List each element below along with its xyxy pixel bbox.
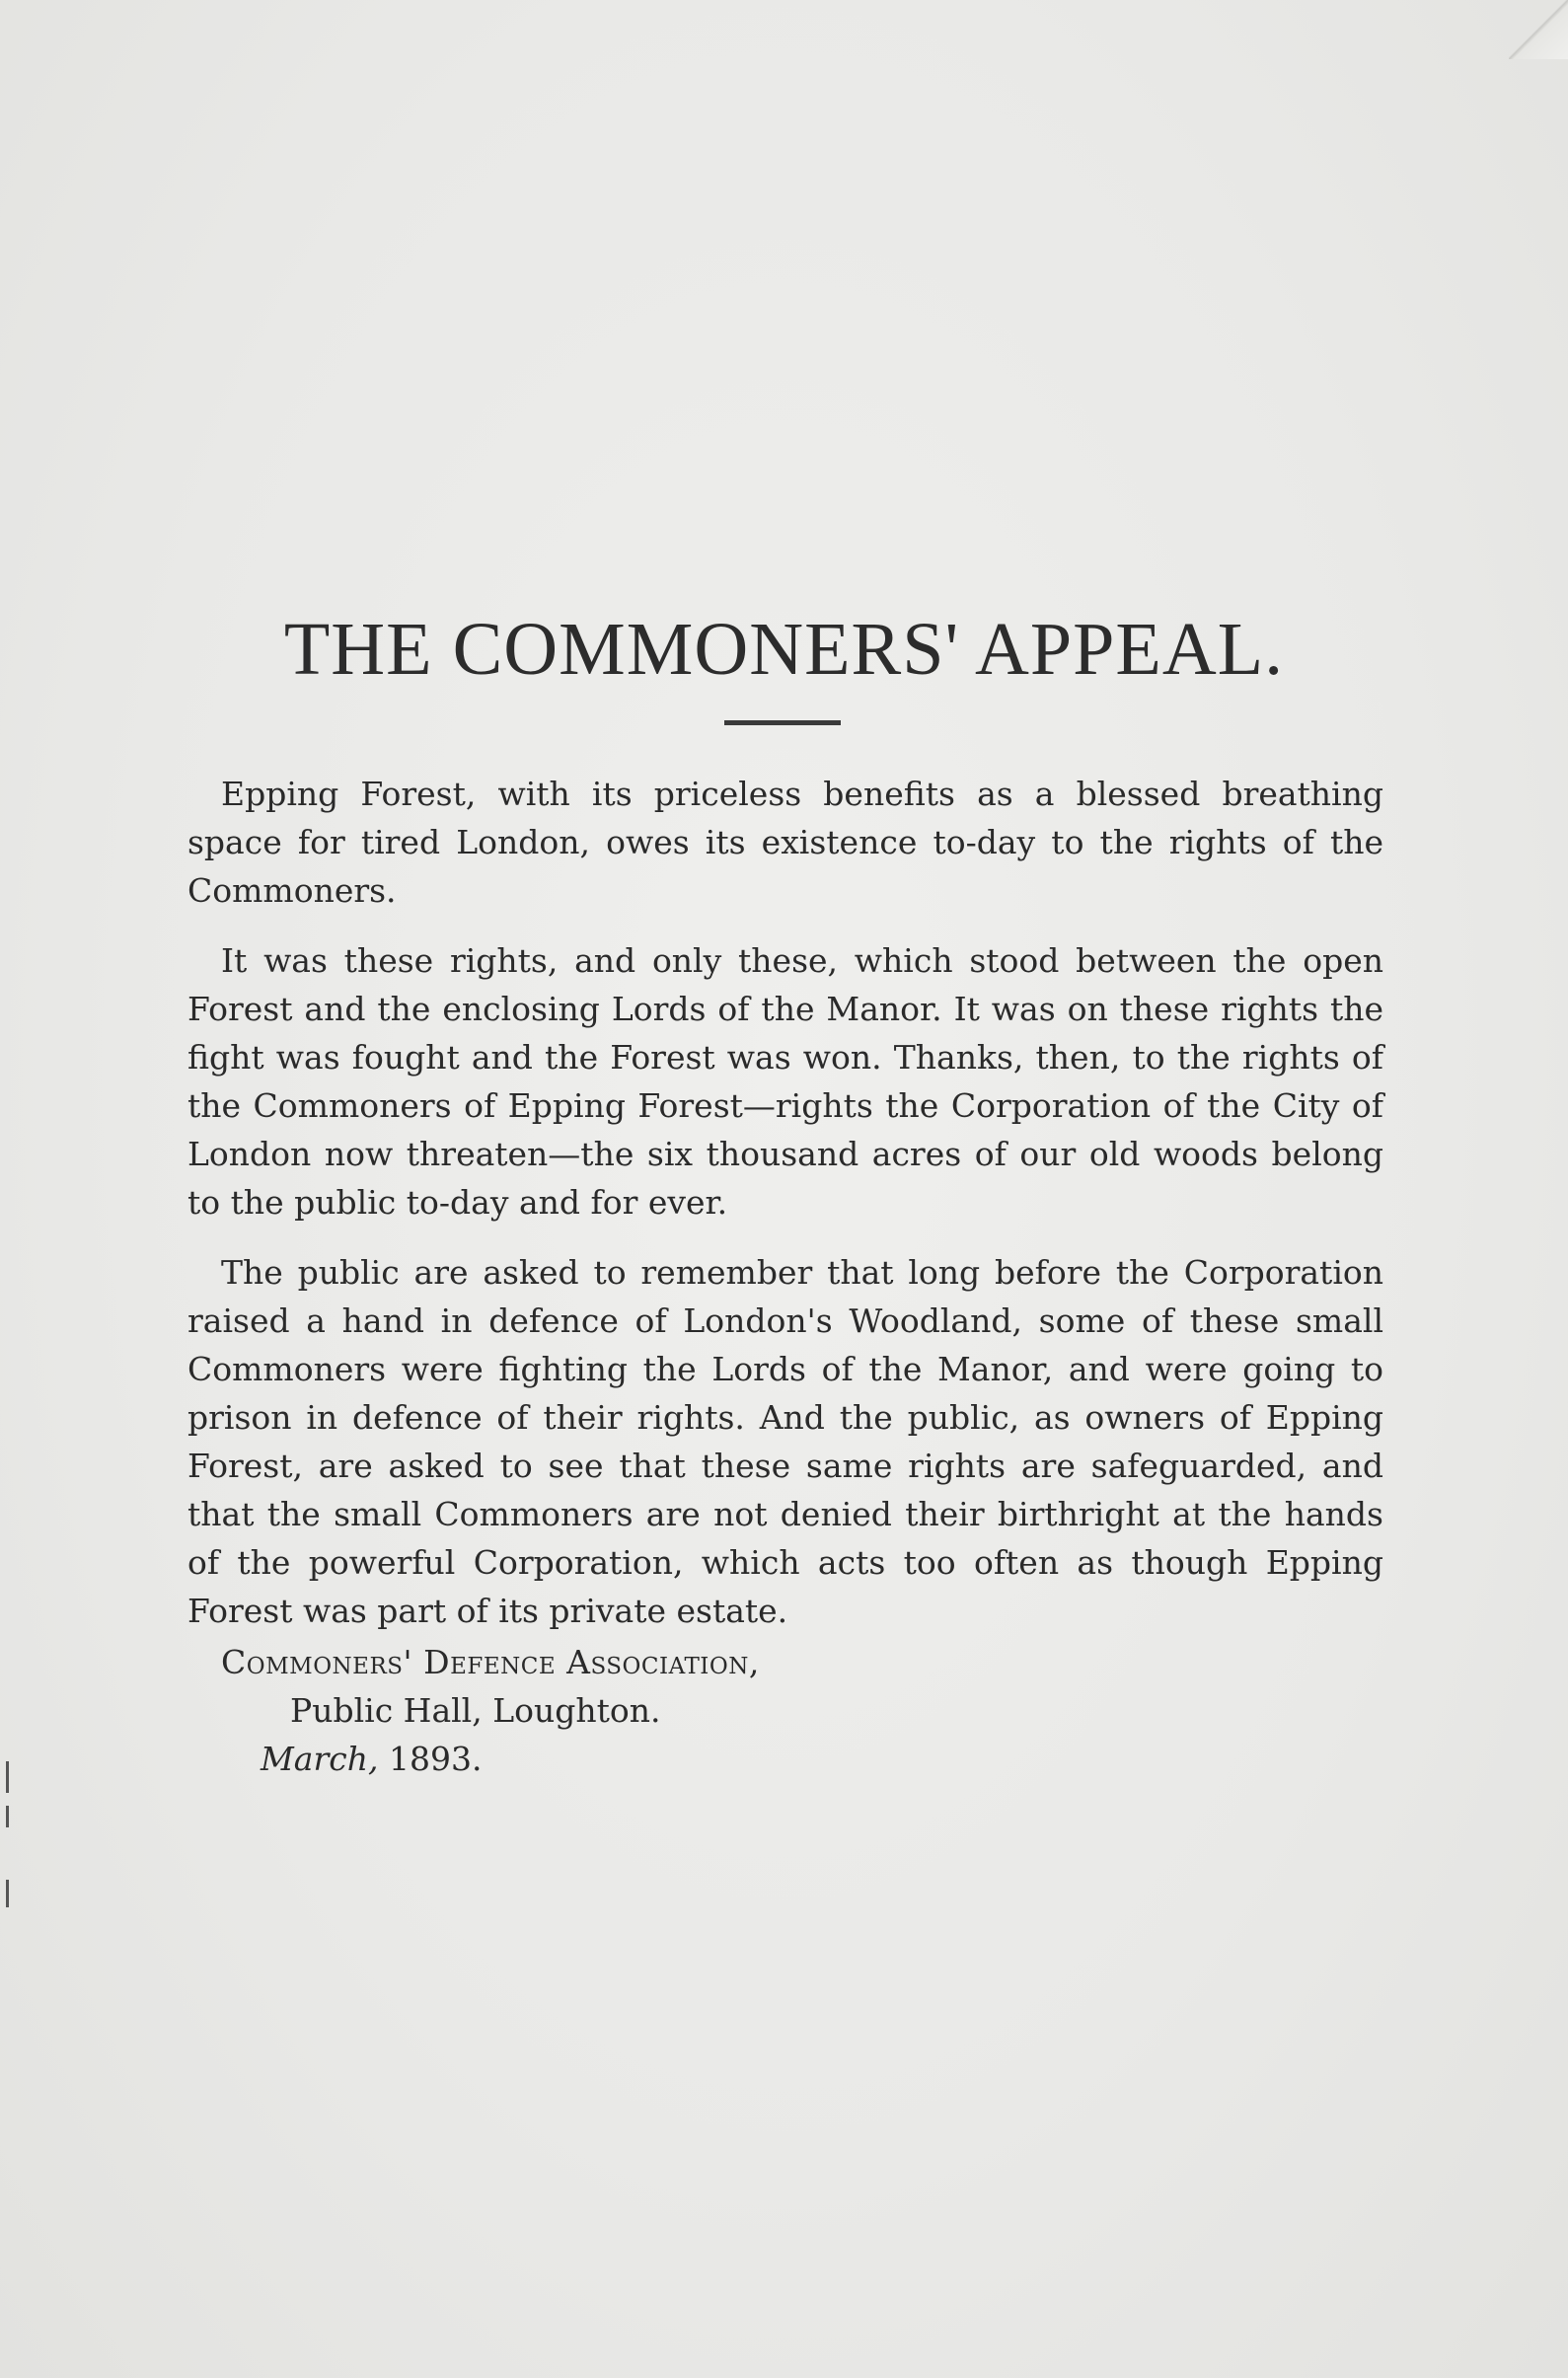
signature-month: March, <box>261 1740 379 1778</box>
document-body <box>187 770 1383 1657</box>
margin-mark <box>6 1806 9 1827</box>
signature-date <box>221 1735 1109 1783</box>
paragraph: Epping Forest, with its priceless benefits as a blessed breathing space for tired London, owes its existence to-day to the rights of the Commoners. <box>187 775 1383 910</box>
signature-block <box>221 1638 1109 1783</box>
margin-mark <box>6 1761 9 1793</box>
signature-place: Public Hall, Loughton. <box>290 1691 661 1730</box>
paragraph: The public are asked to remember that long before the Corporation raised a hand in defence of London's Woodland, some of these small Commoners were fighting the Lords of the Manor, and were going to prison in defence of their rights. And the public, as owners of Epping Forest, are asked to see that these same rights are safeguarded, and that the small Commoners are not denied their birthright at the hands of the powerful Corporation, which acts too often as though Epping Forest was part of its private estate. <box>187 1253 1383 1630</box>
document-title: THE COMMONERS' APPEAL. <box>283 608 1285 691</box>
signature-year: 1893. <box>388 1740 483 1778</box>
title-rule <box>724 720 841 725</box>
signature-association: Commoners' Defence Association, <box>221 1643 760 1681</box>
page-corner-fold <box>1509 0 1568 59</box>
paragraph: It was these rights, and only these, which stood between the open Forest and the enclosing Lords of the Manor. It was on these rights the fight was fought and the Forest was won. Thanks, then, to the rights of the Commoners of Epping Forest—rights the Corporation of the City of London now threaten—the six thousand acres of our old woods belong to the public to-day and for ever. <box>187 941 1383 1222</box>
margin-mark <box>6 1880 9 1907</box>
